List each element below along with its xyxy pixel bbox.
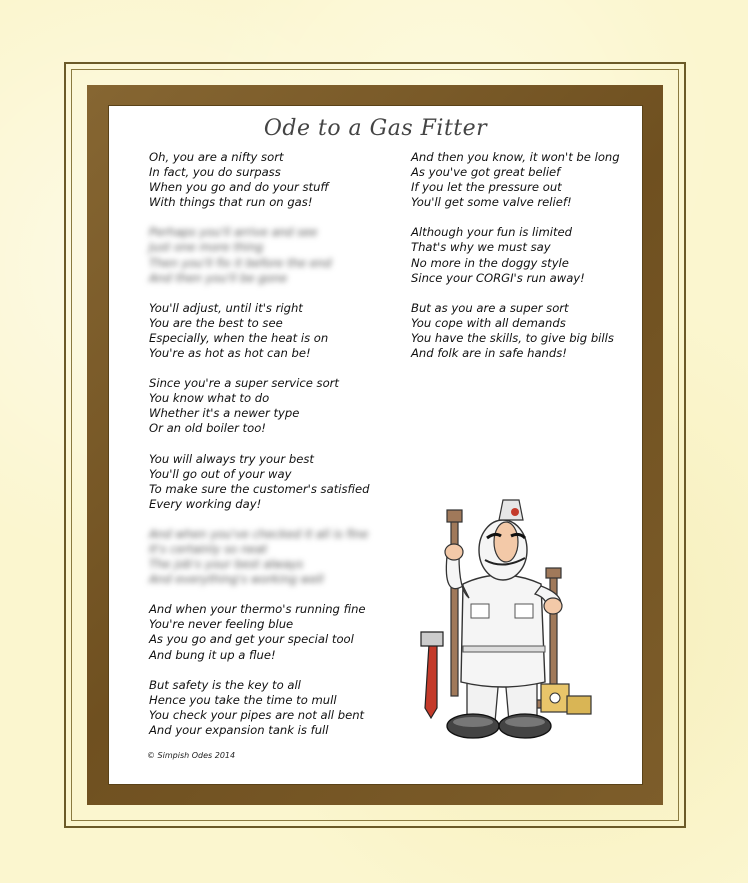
nose	[494, 522, 518, 562]
poem-line: You'll adjust, until it's right	[149, 300, 303, 315]
poem-line: To make sure the customer's satisfied	[149, 481, 370, 496]
poem-line: As you've got great belief	[411, 165, 561, 180]
boot-left-toe	[453, 717, 493, 727]
stanza	[411, 150, 636, 210]
stanza-blurred	[149, 527, 389, 587]
nut	[550, 693, 560, 703]
poem-line: And when you've checked it all is fine	[149, 526, 369, 541]
poem-line: You'll go out of your way	[149, 466, 292, 481]
poem-line: That's why we must say	[411, 240, 551, 255]
poem-line: When you go and do your stuff	[149, 180, 329, 195]
poem-line: You will always try your best	[149, 451, 314, 466]
poem-line: And then you'll be gone	[149, 270, 288, 285]
copyright-notice: © Simpish Odes 2014	[147, 751, 236, 760]
poem-line: You are the best to see	[149, 315, 283, 330]
poem-line: Perhaps you'll arrive and see	[149, 225, 318, 240]
poem-left-column	[149, 150, 389, 753]
poem-sheet	[109, 106, 642, 784]
belt	[463, 646, 545, 652]
poem-line: You're never feeling blue	[149, 617, 294, 632]
poem-line: If you let the pressure out	[411, 180, 562, 195]
overalls-body	[461, 575, 545, 687]
pipe-right-fitting	[546, 568, 561, 578]
pipe-left	[451, 516, 458, 696]
stanza	[411, 301, 636, 361]
pocket-right	[515, 604, 533, 618]
hand-right	[544, 598, 562, 614]
poem-line: In fact, you do surpass	[149, 165, 281, 180]
poem-line: You'll get some valve relief!	[411, 195, 572, 210]
poem-line: And when your thermo's running fine	[149, 602, 366, 617]
poem-line: But as you are a super sort	[411, 300, 569, 315]
stanza	[149, 301, 389, 361]
poem-line: Hence you take the time to mull	[149, 692, 337, 707]
stanza	[149, 602, 389, 662]
poem-line: And everything's working well	[149, 572, 324, 587]
poem-line: And then you know, it won't be long	[411, 150, 620, 164]
poem-line: Just one more thing	[149, 240, 264, 255]
poem-line: No more in the doggy style	[411, 255, 569, 270]
poem-line: You have the skills, to give big bills	[411, 330, 614, 345]
wrench-handle	[425, 644, 437, 718]
poem-line: And folk are in safe hands!	[411, 346, 567, 361]
stanza	[411, 225, 636, 285]
poem-line: Or an old boiler too!	[149, 421, 266, 436]
stanza	[149, 452, 389, 512]
poem-line: You check your pipes are not all bent	[149, 707, 365, 722]
cap-badge	[511, 508, 519, 516]
poem-line: With things that run on gas!	[149, 195, 313, 210]
pocket-left	[471, 604, 489, 618]
poem-line: As you go and get your special tool	[149, 632, 354, 647]
toolbox-block-small	[567, 696, 591, 714]
poem-right-column	[411, 150, 636, 376]
poem-line: Oh, you are a nifty sort	[149, 150, 284, 164]
poem-line: You're as hot as hot can be!	[149, 346, 311, 361]
wrench-head	[421, 632, 443, 646]
poem-line: Since you're a super service sort	[149, 376, 339, 391]
poem-title: Ode to a Gas Fitter	[263, 116, 488, 141]
cap	[499, 500, 523, 520]
poem-line: And bung it up a flue!	[149, 647, 276, 662]
boot-right-toe	[505, 717, 545, 727]
poem-line: And your expansion tank is full	[149, 722, 329, 737]
stanza	[149, 376, 389, 436]
hand-left	[445, 544, 463, 560]
poem-line: Especially, when the heat is on	[149, 330, 329, 345]
poem-line: You cope with all demands	[411, 315, 566, 330]
stanza	[149, 150, 389, 210]
pipe-left-fitting	[447, 510, 462, 522]
poem-line: Then you'll fix it before the end	[149, 255, 332, 270]
poem-line: Since your CORGI's run away!	[411, 270, 585, 285]
poem-line: It's certainly so neat	[149, 541, 268, 556]
poem-line: Whether it's a newer type	[149, 406, 300, 421]
gas-fitter-cartoon-illustration	[407, 486, 607, 742]
poem-line: The job's your best always	[149, 557, 304, 572]
poem-line: But safety is the key to all	[149, 677, 301, 692]
poem-line: Although your fun is limited	[411, 225, 573, 240]
poem-line: Every working day!	[149, 496, 262, 511]
stanza	[149, 678, 389, 738]
poem-line: You know what to do	[149, 391, 270, 406]
stanza-blurred	[149, 225, 389, 285]
